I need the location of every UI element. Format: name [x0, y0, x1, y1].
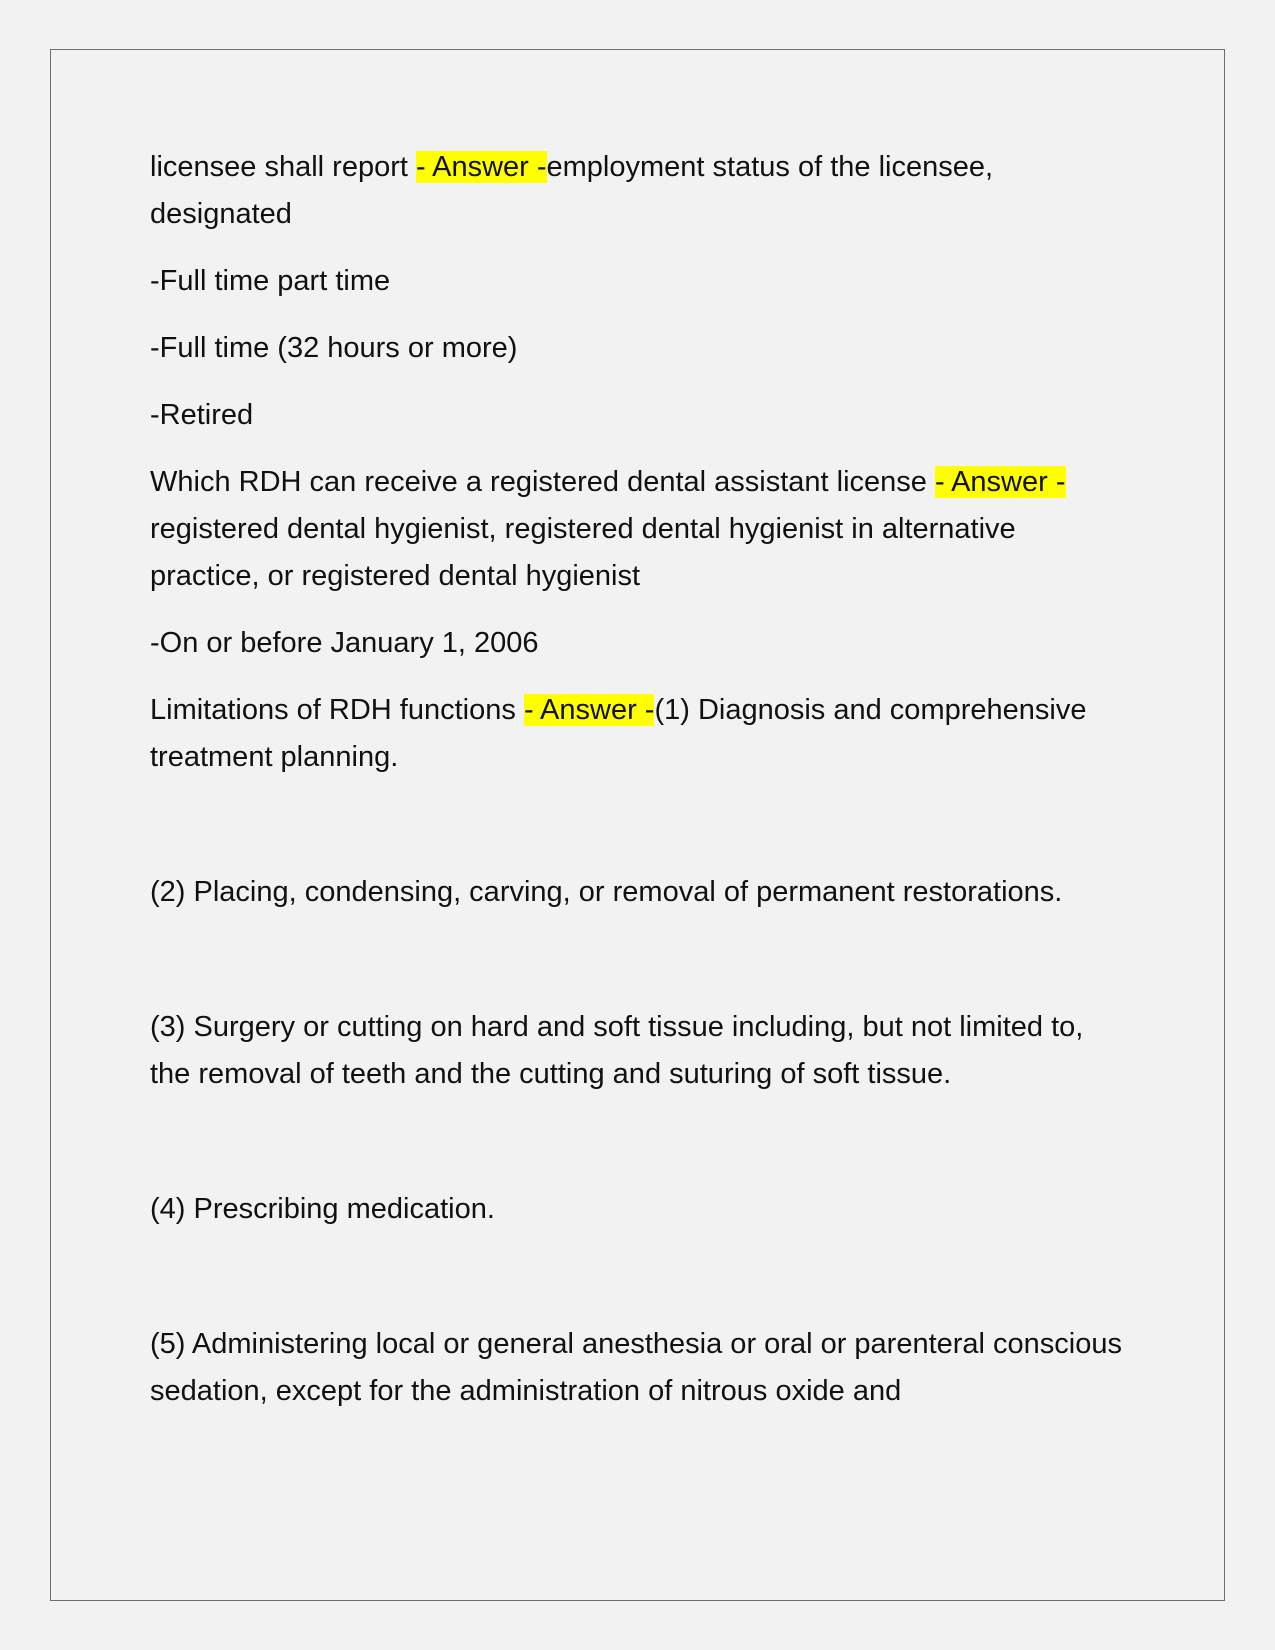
answer-text: registered dental hygienist, registered dental hygienist in alternative practice, or registered dental hygienist [150, 513, 1016, 592]
paragraph-text: Which RDH can receive a registered dental assistant license [150, 466, 935, 498]
list-item-full-time: -Full time (32 hours or more) [150, 332, 518, 364]
list-item-retired: -Retired [150, 399, 254, 431]
answer-highlight: - Answer - [523, 694, 655, 726]
list-item-full-time-part-time: -Full time part time [150, 265, 391, 297]
answer-text: employment status of the licensee, designated [150, 151, 994, 230]
answer-text: (1) Diagnosis and comprehensive treatment planning. [150, 694, 1087, 773]
limitation-item-4: (4) Prescribing medication. [150, 1193, 495, 1225]
document-body [150, 144, 1130, 1415]
limitation-item-2: (2) Placing, condensing, carving, or removal of permanent restorations. [150, 876, 1063, 908]
paragraph-employment-status [150, 144, 1130, 238]
paragraph-text: licensee shall report [150, 151, 416, 183]
paragraph-text: Limitations of RDH functions [150, 694, 524, 726]
limitation-item-3: (3) Surgery or cutting on hard and soft tissue including, but not limited to, the removal of teeth and the cutting and suturing of soft tissue. [150, 1011, 1084, 1090]
paragraph-limitations [150, 687, 1130, 781]
limitation-item-5: (5) Administering local or general anesthesia or oral or parenteral conscious sedation, except for the administration of nitrous oxide and [150, 1328, 1123, 1407]
paragraph-rda-license [150, 459, 1130, 600]
answer-highlight: - Answer - [415, 151, 547, 183]
list-item-date: -On or before January 1, 2006 [150, 627, 539, 659]
answer-highlight: - Answer - [934, 466, 1066, 498]
